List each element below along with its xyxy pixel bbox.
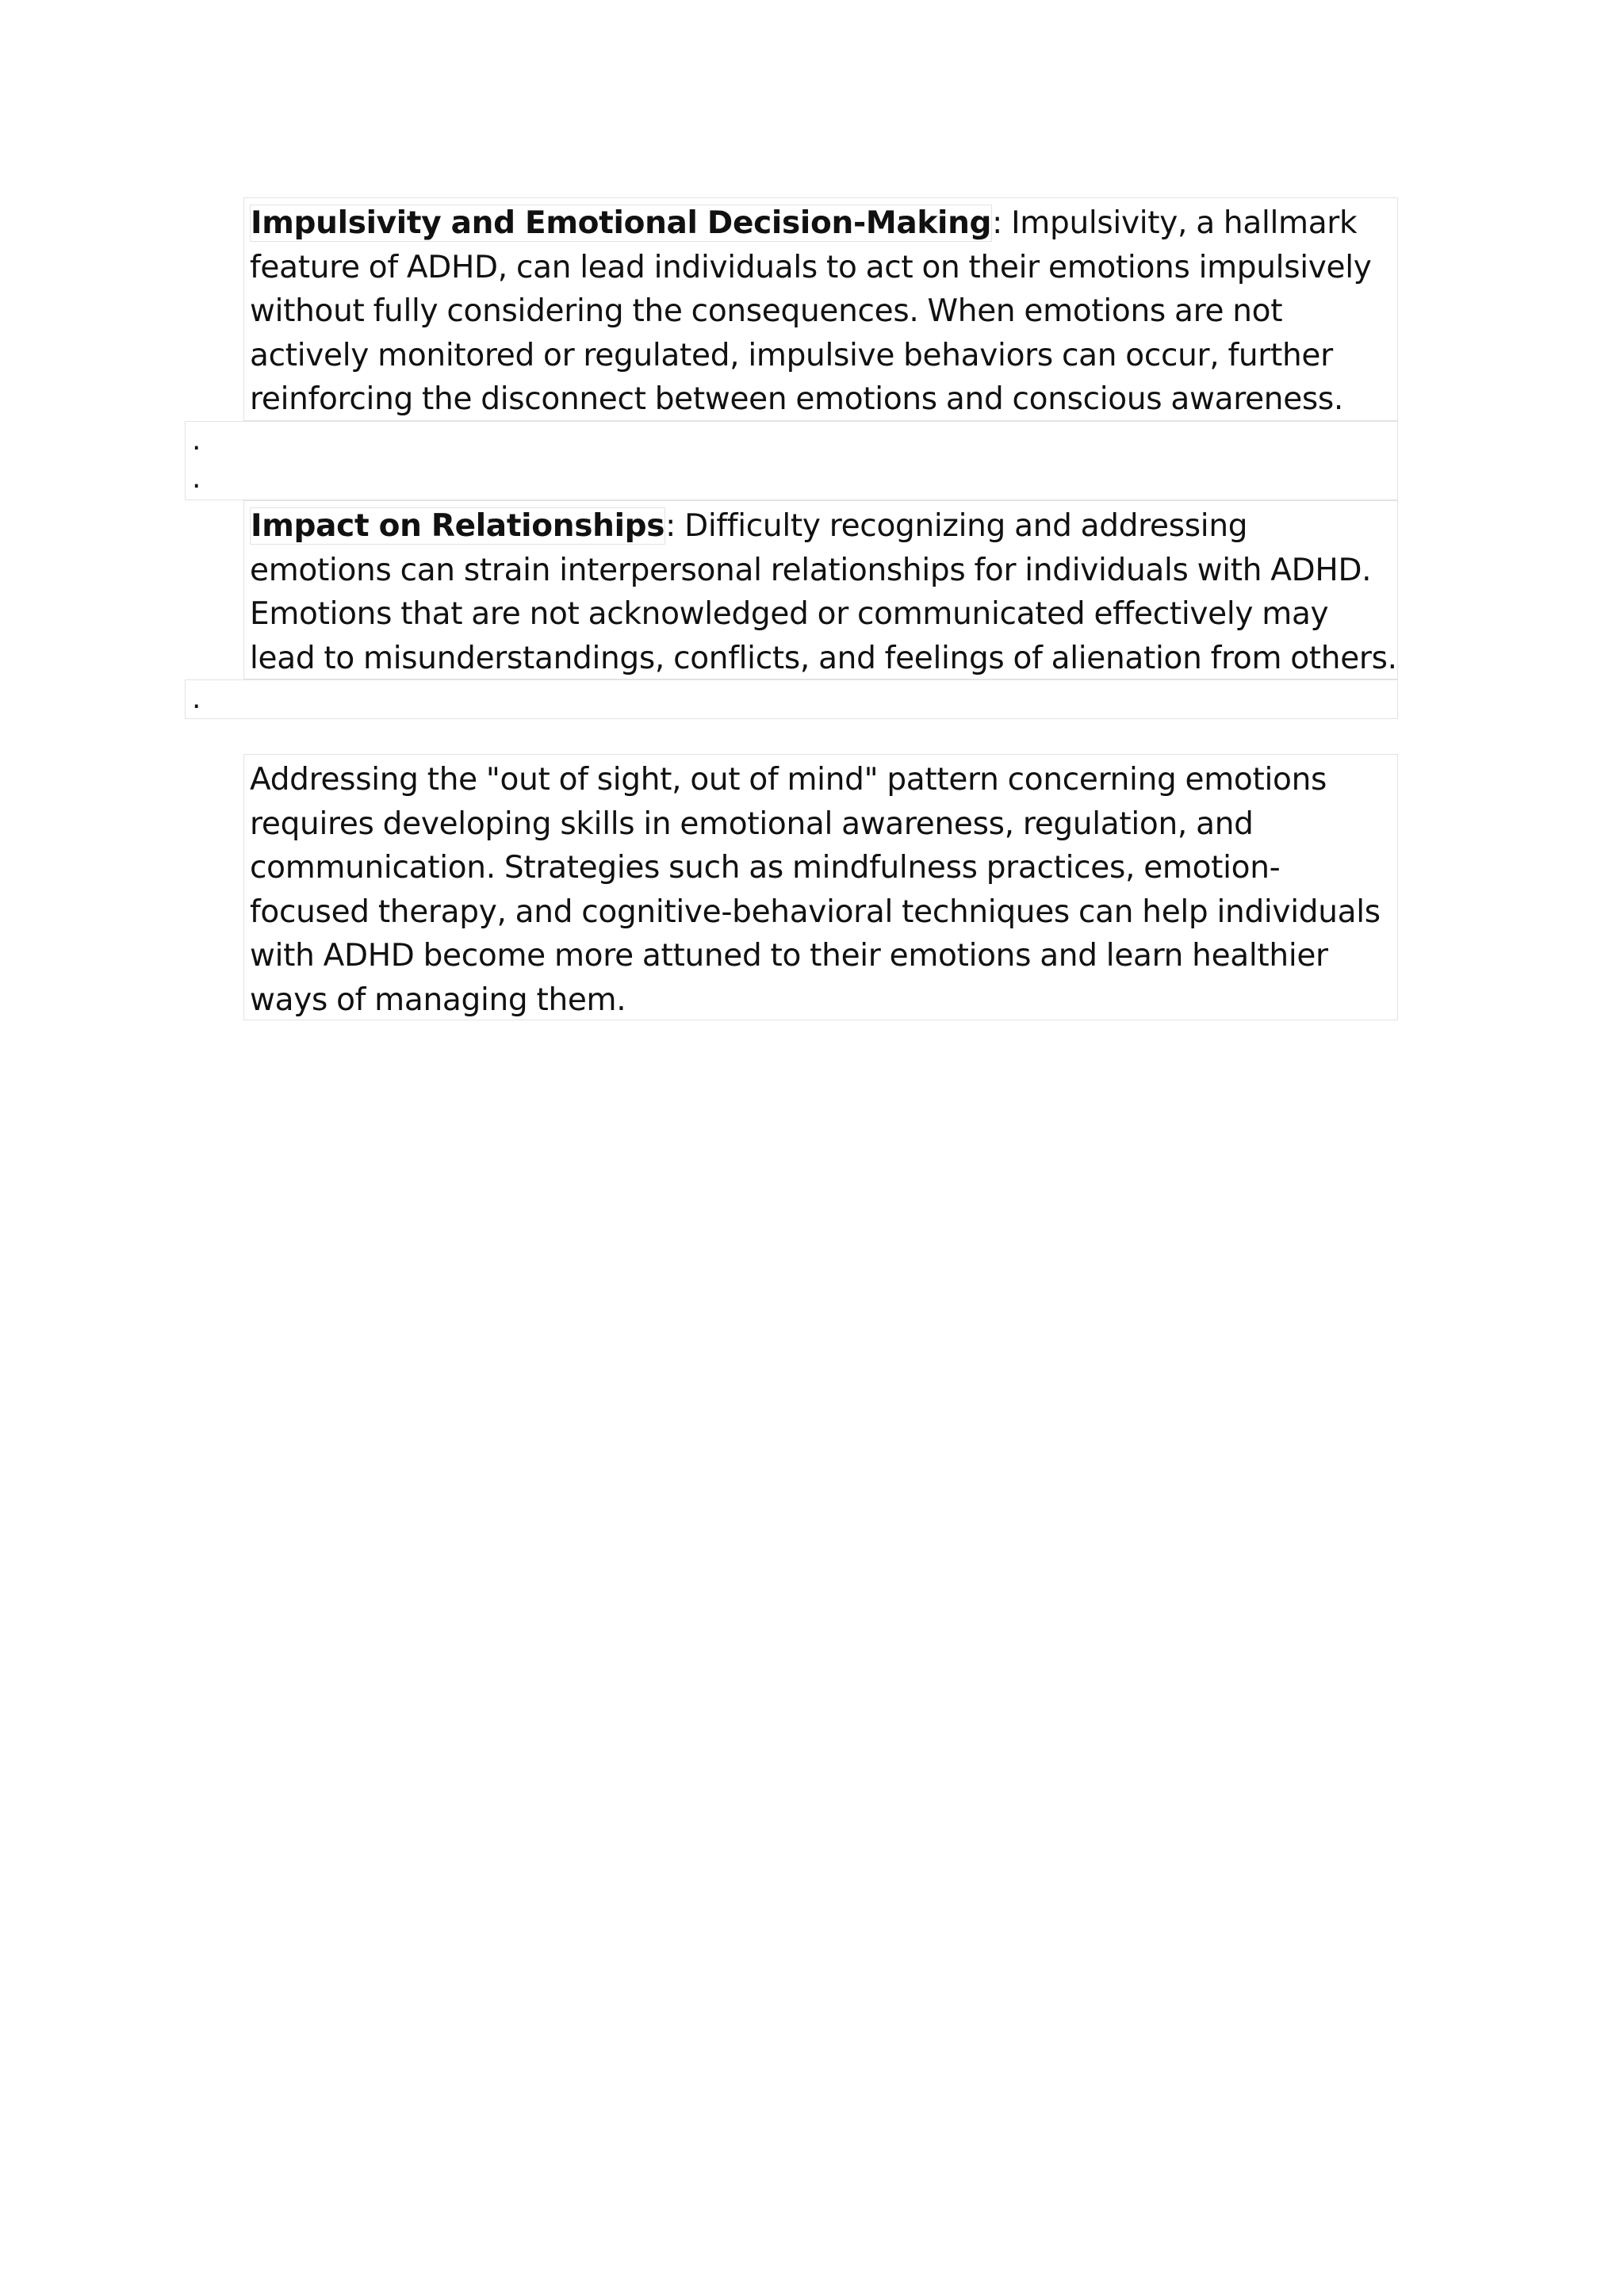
list-marker: . [192, 424, 201, 457]
conclusion-text: Addressing the "out of sight, out of mind" pattern concerning emotions requires developing skills in emotional awareness, regulation, and communication. Strategies such as mindfulness practices, emotion-focused therapy, and cognitive-behavioral techniques can help individuals with ADHD become more attuned to their emotions and learn healthier ways of managing them. [250, 762, 1381, 1018]
list-marker: . [192, 683, 201, 715]
paragraph-relationships [243, 500, 1398, 679]
paragraph-impulsivity [243, 197, 1398, 421]
paragraph-conclusion [243, 754, 1398, 1020]
body-impulsivity: : Impulsivity, a hallmark feature of ADHD, can lead individuals to act on their emotions impulsively without fully considering the consequences. When emotions are not actively monitored or regulated, impulsive behaviors can occur, further reinforcing the disconnect between emotions and conscious awareness. [250, 205, 1372, 417]
list-marker-row [185, 679, 1398, 719]
term-impulsivity: Impulsivity and Emotional Decision-Making [251, 205, 992, 241]
list-marker: . [192, 462, 201, 495]
term-relationships: Impact on Relationships [251, 508, 665, 544]
body-relationships: : Difficulty recognizing and addressing emotions can strain interpersonal relationships for individuals with ADHD. Emotions that are not acknowledged or communicated effectively may lead to misunderstandings, conflicts, and feelings of alienation from others. [250, 508, 1397, 676]
list-marker-row [185, 421, 1398, 500]
